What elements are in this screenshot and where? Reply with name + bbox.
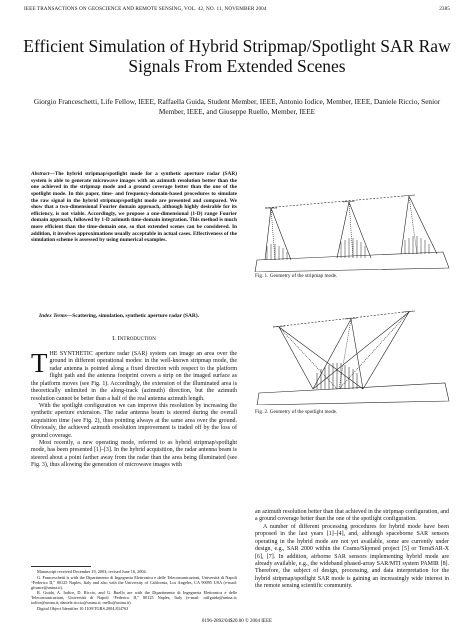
footnote-affiliation-1: G. Franceschetti is with the Dipartimento di Ingegneria Elettronica e delle Telecomunicazioni, Università di Napoli “Federico II,” 80125 Naples, Italy and also with the University of California, Los Angeles, CA 90095 USA (e-mail: gfrance@unina.it).	[31, 574, 237, 590]
drop-cap: T	[31, 348, 48, 378]
paper-title: Efficient Simulation of Hybrid Stripmap/Spotlight SAR Raw Signals From Extended Scenes	[23, 36, 451, 76]
copyright-line: 0196-2892/04$20.00 © 2004 IEEE	[201, 619, 273, 624]
section-title: Introduction	[117, 335, 156, 342]
footnote-rule	[31, 566, 91, 567]
page-number: 2385	[439, 6, 450, 12]
index-terms-text: Scattering, simulation, synthetic aperture radar (SAR).	[72, 313, 199, 319]
index-terms	[31, 313, 237, 320]
col2-paragraph-2: A number of different processing procedures for hybrid mode have been proposed in the last years [1]–[4], and, although spaceborne SAR sensors operating in the hybrid mode are not yet available, some are currently under design, e.g., SAR 2000 within the Cosmo/Skymed project [5] or TerraSAR-X [6], [7]. In addition, airborne SAR sensors implementing hybrid mode are already available, e.g., the wideband phased-array SAR/MTI system PAMIR [8]. Therefore, the subject of design, processing, and data interpretation for the hybrid stripmap/spotlight SAR mode is gaining an increasingly wide interest in the remote sensing scientific community.	[255, 523, 449, 590]
section-number: I.	[112, 335, 116, 342]
author-list: Giorgio Franceschetti, Life Fellow, IEEE, Raffaella Guida, Student Member, IEEE, Antonio Iodice, Member, IEEE, Daniele Riccio, Senior Member, IEEE, and Giuseppe Ruello, Member, IEEE	[33, 97, 441, 116]
right-column-body	[255, 509, 449, 591]
intro-paragraph-1	[31, 348, 238, 403]
index-terms-label: Index Terms—	[39, 313, 73, 319]
intro-body	[31, 348, 238, 470]
abstract	[31, 171, 237, 244]
figure-1-caption: Fig. 1. Geometry of the stripmap mode.	[255, 273, 338, 279]
intro-paragraph-2: With the spotlight configuration we can improve this resolution by increasing the synthetic aperture extension. The radar antenna beam is steered during the overall acquisition time (see Fig. 2), thus pointing always at the same area over the ground. Obviously, the achieved azimuth resolution improvement is traded off by the loss of ground coverage.	[31, 402, 237, 439]
abstract-label: Abstract—	[31, 171, 55, 177]
col2-paragraph-1: an azimuth resolution better than that achieved in the stripmap configuration, and a ground coverage better than the one of the spotlight configuration.	[255, 509, 449, 523]
abstract-text: The hybrid stripmap/spotlight mode for a synthetic aperture radar (SAR) system is able to generate microwave images with an azimuth resolution better than the one achieved in the stripmap mode and a ground coverage better than the one of the spotlight mode. In this paper, time- and frequency-domain-based procedures to simulate the raw signal in the hybrid stripmap/spotlight mode are presented and compared. We show that a two-dimensional Fourier domain approach, although highly desirable for its efficiency, is not viable. Accordingly, we propose a one-dimensional (1-D) range Fourier domain approach, followed by 1-D azimuth time-domain integration. This method is much more efficient than the time-domain one, so that extended scenes can be considered. In addition, it involves approximations usually acceptable in actual cases. Effectiveness of the simulation scheme is assessed by using numerical examples.	[31, 171, 237, 244]
intro-lead: HE SYNTHETIC	[49, 351, 93, 357]
journal-name: IEEE TRANSACTIONS ON GEOSCIENCE AND REMOTE SENSING, VOL. 42, NO. 11, NOVEMBER 2004	[24, 6, 267, 12]
footnote-received: Manuscript received December 19, 2003; revised June 16, 2004.	[37, 569, 147, 574]
figure-1-stripmap-geometry	[253, 168, 451, 272]
footnote-doi: Digital Object Identifier 10.1109/TGRS.2004.834763	[37, 605, 129, 611]
intro-p1-text: aperture radar (SAR) system can image an area over the ground in different operational modes: in the well-known stripmap mode, the radar antenna is pointed along a fixed direction with respect to the platform flight path and the antenna footprint covers a strip on the imaged surface as the platform moves (see Fig. 1). Accordingly, the extension of the illuminated area is theoretically unlimited in the along-track (azimuth) direction, but the azimuth resolution cannot be better than a half of the real antenna azimuth length.	[31, 351, 238, 402]
footnote	[31, 569, 237, 611]
footnote-affiliation-2: R. Guida, A. Iodice, D. Riccio, and G. Ruello are with the Dipartimento di Ingegneria Elettronica e delle Telecomunicazioni, Università di Napoli “Federico II,” 80125 Naples, Italy (e-mail: raffguida@unina.it; iodice@unina.it; daniele.riccio@unina.it; ruello@unina.it).	[31, 590, 237, 606]
section-heading	[31, 335, 237, 342]
figure-2-caption: Fig. 2. Geometry of the spotlight mode.	[255, 409, 338, 415]
figure-2-spotlight-geometry	[253, 297, 451, 405]
intro-paragraph-3: Most recently, a new operating mode, referred to as hybrid stripmap/spotlight mode, has been presented [1]–[3]. In the hybrid acquisition, the radar antenna beam is steered about a point farther away from the radar than the area being illuminated (see Fig. 3), thus allowing the generation of microwave images with	[31, 440, 237, 469]
running-header	[24, 6, 450, 12]
